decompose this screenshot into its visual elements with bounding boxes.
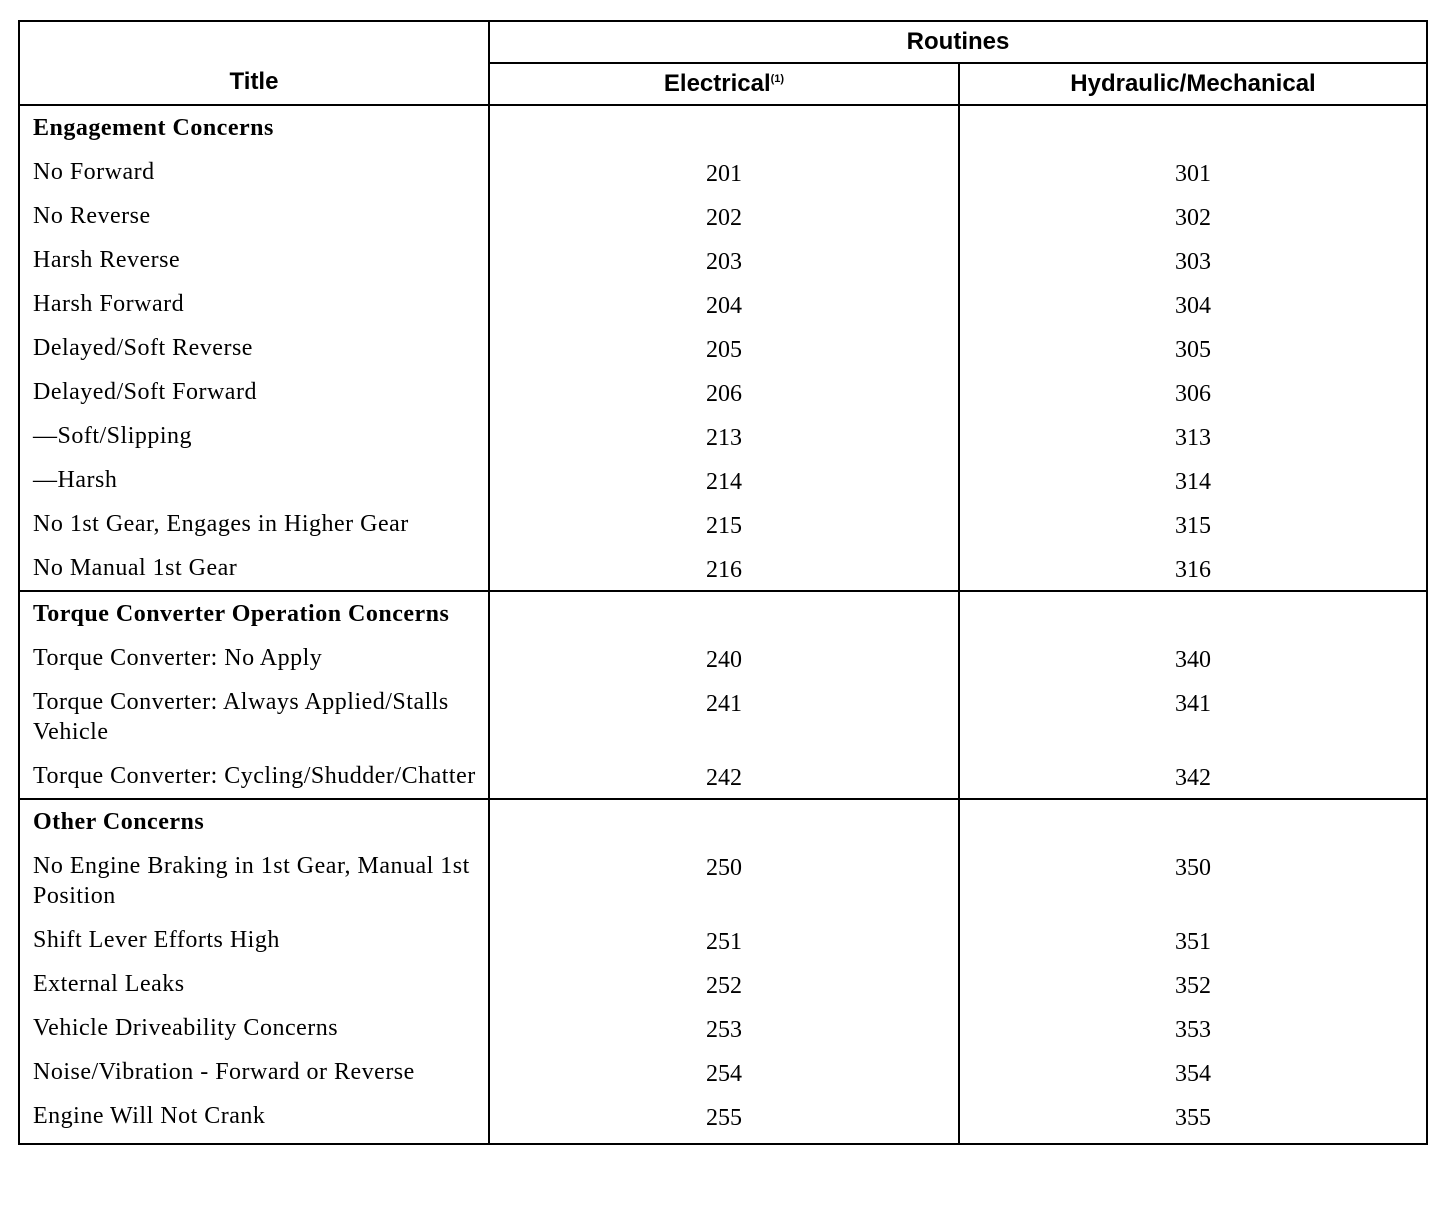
row-hydraulic: 304 [959, 282, 1427, 326]
row-electrical: 213 [489, 414, 959, 458]
table-row [19, 844, 1427, 918]
table-row [19, 1006, 1427, 1050]
row-title: —Soft/Slipping [19, 414, 489, 458]
row-title: Torque Converter: No Apply [19, 636, 489, 680]
row-hydraulic: 351 [959, 918, 1427, 962]
table-row [19, 680, 1427, 754]
row-hydraulic: 353 [959, 1006, 1427, 1050]
row-hydraulic: 350 [959, 844, 1427, 918]
table-row [19, 962, 1427, 1006]
table-row [19, 370, 1427, 414]
header-electrical [489, 63, 959, 105]
row-hydraulic: 342 [959, 754, 1427, 799]
row-title: Engine Will Not Crank [19, 1094, 489, 1144]
section-heading: Engagement Concerns [19, 105, 489, 150]
row-title: Torque Converter: Always Applied/Stalls Vehicle [19, 680, 489, 754]
table-row [19, 414, 1427, 458]
row-title: External Leaks [19, 962, 489, 1006]
row-title: No Reverse [19, 194, 489, 238]
row-electrical: 251 [489, 918, 959, 962]
row-hydraulic: 352 [959, 962, 1427, 1006]
row-electrical: 255 [489, 1094, 959, 1144]
section-heading-row [19, 799, 1427, 844]
row-hydraulic: 314 [959, 458, 1427, 502]
table-row [19, 1094, 1427, 1144]
row-hydraulic: 315 [959, 502, 1427, 546]
section-heading-row [19, 105, 1427, 150]
row-electrical: 252 [489, 962, 959, 1006]
table-row [19, 502, 1427, 546]
row-electrical: 242 [489, 754, 959, 799]
row-hydraulic: 313 [959, 414, 1427, 458]
table-body [19, 105, 1427, 1144]
section-heading: Torque Converter Operation Concerns [19, 591, 489, 636]
table-row [19, 238, 1427, 282]
header-electrical-footnote: (1) [770, 73, 785, 85]
row-hydraulic: 355 [959, 1094, 1427, 1144]
row-hydraulic: 316 [959, 546, 1427, 591]
row-electrical: 240 [489, 636, 959, 680]
section-heading: Other Concerns [19, 799, 489, 844]
row-hydraulic: 301 [959, 150, 1427, 194]
row-electrical: 253 [489, 1006, 959, 1050]
row-electrical: 254 [489, 1050, 959, 1094]
row-electrical: 215 [489, 502, 959, 546]
row-electrical: 203 [489, 238, 959, 282]
table-row [19, 918, 1427, 962]
row-title: Harsh Reverse [19, 238, 489, 282]
table-row [19, 282, 1427, 326]
table-row [19, 458, 1427, 502]
row-electrical: 241 [489, 680, 959, 754]
row-title: Harsh Forward [19, 282, 489, 326]
table-header [19, 21, 1427, 105]
row-title: —Harsh [19, 458, 489, 502]
table-row [19, 194, 1427, 238]
row-title: Delayed/Soft Forward [19, 370, 489, 414]
row-title: No Forward [19, 150, 489, 194]
row-title: Delayed/Soft Reverse [19, 326, 489, 370]
row-electrical: 250 [489, 844, 959, 918]
row-electrical: 206 [489, 370, 959, 414]
header-routines: Routines [489, 21, 1427, 63]
row-electrical: 202 [489, 194, 959, 238]
row-title: Noise/Vibration - Forward or Reverse [19, 1050, 489, 1094]
header-title: Title [19, 21, 489, 105]
header-hydraulic: Hydraulic/Mechanical [959, 63, 1427, 105]
row-title: Torque Converter: Cycling/Shudder/Chatter [19, 754, 489, 799]
row-electrical: 216 [489, 546, 959, 591]
row-electrical: 214 [489, 458, 959, 502]
row-electrical: 204 [489, 282, 959, 326]
row-title: Shift Lever Efforts High [19, 918, 489, 962]
row-hydraulic: 354 [959, 1050, 1427, 1094]
row-title: No Manual 1st Gear [19, 546, 489, 591]
row-hydraulic: 302 [959, 194, 1427, 238]
row-electrical: 201 [489, 150, 959, 194]
row-title: No 1st Gear, Engages in Higher Gear [19, 502, 489, 546]
table-row [19, 754, 1427, 799]
row-title: Vehicle Driveability Concerns [19, 1006, 489, 1050]
row-hydraulic: 341 [959, 680, 1427, 754]
row-electrical: 205 [489, 326, 959, 370]
row-hydraulic: 306 [959, 370, 1427, 414]
section-heading-row [19, 591, 1427, 636]
table-row [19, 326, 1427, 370]
routines-table [18, 20, 1428, 1145]
row-hydraulic: 340 [959, 636, 1427, 680]
table-row [19, 150, 1427, 194]
table-row [19, 1050, 1427, 1094]
header-electrical-label: Electrical [663, 70, 771, 97]
row-hydraulic: 303 [959, 238, 1427, 282]
row-hydraulic: 305 [959, 326, 1427, 370]
table-row [19, 636, 1427, 680]
table-row [19, 546, 1427, 591]
row-title: No Engine Braking in 1st Gear, Manual 1st Position [19, 844, 489, 918]
